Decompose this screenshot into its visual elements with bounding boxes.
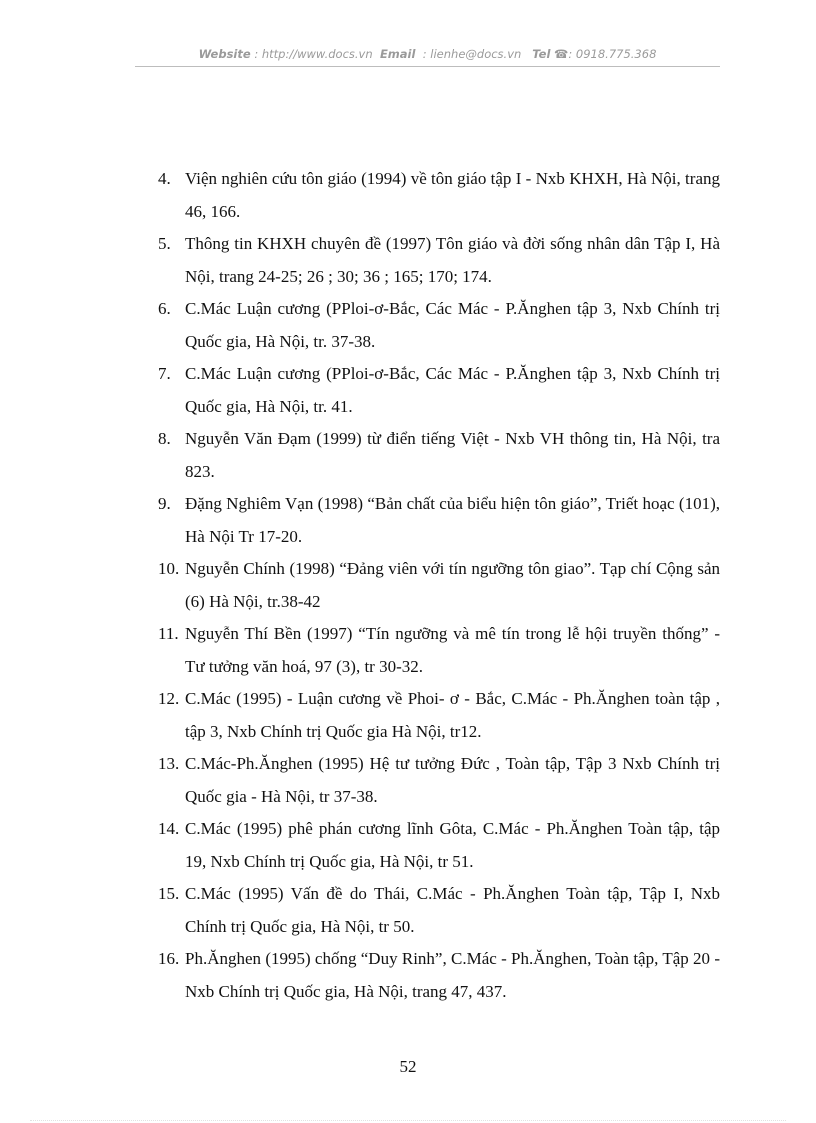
reference-text: Đặng Nghiêm Vạn (1998) “Bản chất của biểu hiện tôn giáo”, Triết hoạc (101), Hà Nội Tr 17-20. [185, 494, 720, 546]
reference-number: 4. [158, 169, 171, 188]
reference-text: C.Mác (1995) phê phán cương lĩnh Gôta, C.Mác - Ph.Ănghen Toàn tập, tập 19, Nxb Chính trị Quốc gia, Hà Nội, tr 51. [185, 819, 720, 871]
footer-divider [30, 1120, 786, 1121]
reference-text: C.Mác Luận cương (PPloi-ơ-Bắc, Các Mác - P.Ănghen tập 3, Nxb Chính trị Quốc gia, Hà Nội, tr. 37-38. [185, 299, 720, 351]
email-label: Email [379, 47, 416, 61]
website-value: : http://www.docs.vn [254, 47, 373, 61]
email-value: : lienhe@docs.vn [422, 47, 522, 61]
reference-text: Nguyễn Chính (1998) “Đảng viên với tín ngưỡng tôn giao”. Tạp chí Cộng sản (6) Hà Nội, tr.38-42 [185, 559, 720, 611]
reference-item [158, 163, 720, 228]
reference-text: C.Mác-Ph.Ănghen (1995) Hệ tư tưởng Đức , Toàn tập, Tập 3 Nxb Chính trị Quốc gia - Hà Nội, tr 37-38. [185, 754, 720, 806]
reference-item [158, 943, 720, 1008]
tel-value: : 0918.775.368 [568, 47, 657, 61]
reference-number: 10. [158, 559, 180, 578]
reference-item [158, 878, 720, 943]
reference-number: 12. [158, 689, 180, 708]
page-number: 52 [399, 1057, 417, 1076]
reference-item [158, 293, 720, 358]
reference-item [158, 358, 720, 423]
reference-text: C.Mác (1995) - Luận cương về Phoi- ơ - Bắc, C.Mác - Ph.Ănghen toàn tập , tập 3, Nxb Chính trị Quốc gia Hà Nội, tr12. [185, 689, 720, 741]
tel-label: Tel [532, 47, 551, 61]
reference-item [158, 748, 720, 813]
reference-number: 5. [158, 234, 171, 253]
reference-text: C.Mác (1995) Vấn đề do Thái, C.Mác - Ph.Ănghen Toàn tập, Tập I, Nxb Chính trị Quốc gia, Hà Nội, tr 50. [185, 884, 720, 936]
reference-number: 8. [158, 429, 171, 448]
reference-number: 11. [158, 624, 179, 643]
reference-text: Ph.Ănghen (1995) chống “Duy Rinh”, C.Mác - Ph.Ănghen, Toàn tập, Tập 20 - Nxb Chính trị Quốc gia, Hà Nội, trang 47, 437. [185, 949, 720, 1001]
reference-number: 16. [158, 949, 180, 968]
reference-item [158, 423, 720, 488]
reference-number: 14. [158, 819, 180, 838]
reference-number: 6. [158, 299, 171, 318]
website-label: Website [198, 47, 251, 61]
header-divider [135, 66, 720, 67]
reference-number: 13. [158, 754, 180, 773]
reference-number: 7. [158, 364, 171, 383]
reference-text: Nguyễn Văn Đạm (1999) từ điển tiếng Việt - Nxb VH thông tin, Hà Nội, tra 823. [185, 429, 720, 481]
reference-text: Viện nghiên cứu tôn giáo (1994) về tôn giáo tập I - Nxb KHXH, Hà Nội, trang 46, 166. [185, 169, 720, 221]
reference-item [158, 553, 720, 618]
reference-text: Thông tin KHXH chuyên đề (1997) Tôn giáo và đời sống nhân dân Tập I, Hà Nội, trang 24-25; 26 ; 30; 36 ; 165; 170; 174. [185, 234, 720, 286]
reference-text: C.Mác Luận cương (PPloi-ơ-Bắc, Các Mác - P.Ănghen tập 3, Nxb Chính trị Quốc gia, Hà Nội, tr. 41. [185, 364, 720, 416]
phone-icon: ☎ [554, 47, 569, 61]
reference-item [158, 813, 720, 878]
reference-item [158, 683, 720, 748]
reference-item [158, 488, 720, 553]
reference-number: 9. [158, 494, 171, 513]
page-header [135, 47, 720, 61]
reference-list [158, 163, 720, 1008]
reference-number: 15. [158, 884, 180, 903]
reference-text: Nguyễn Thí Bền (1997) “Tín ngưỡng và mê tín trong lễ hội truyền thống” - Tư tưởng văn hoá, 97 (3), tr 30-32. [185, 624, 720, 676]
reference-item [158, 228, 720, 293]
reference-item [158, 618, 720, 683]
